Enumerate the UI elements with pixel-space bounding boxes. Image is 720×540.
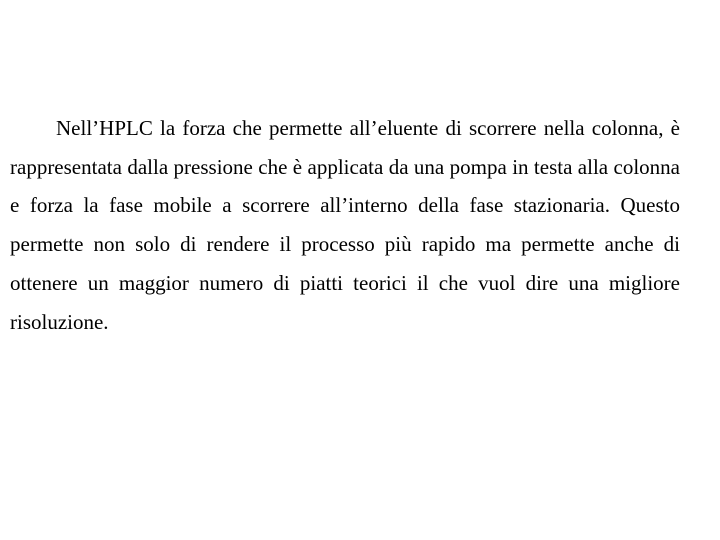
body-paragraph: Nell’HPLC la forza che permette all’eluente di scorrere nella colonna, è rappresentata dalla pressione che è applicata da una pompa in testa alla colonna e forza la fase mobile a scorrere all’interno della fase stazionaria. Questo permette non solo di rendere il processo più rapido ma permette anche di ottenere un maggior numero di piatti teorici il che vuol dire una migliore risoluzione.	[10, 116, 680, 334]
